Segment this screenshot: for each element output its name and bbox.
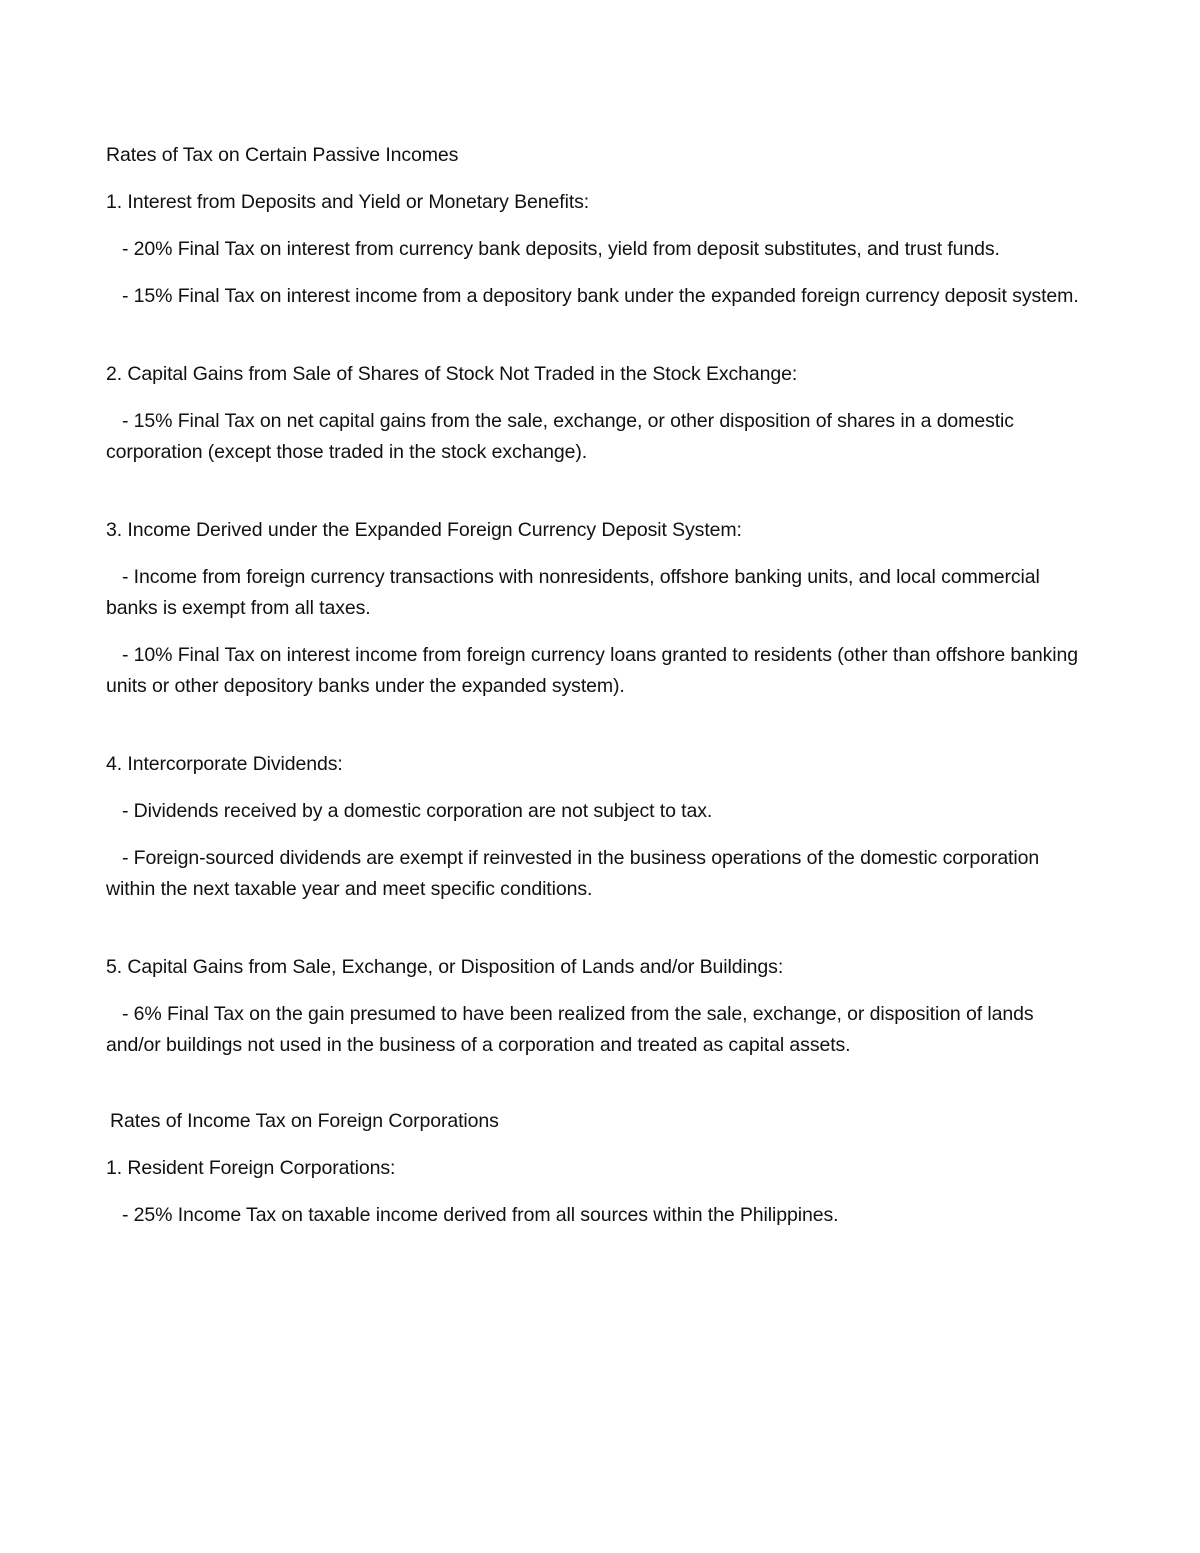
- section-5-heading: 5. Capital Gains from Sale, Exchange, or Disposition of Lands and/or Buildings:: [106, 956, 784, 978]
- foreign-section-1-bullet-1: - 25% Income Tax on taxable income derived from all sources within the Philippines.: [106, 1204, 839, 1226]
- section-5-bullet-1: - 6% Final Tax on the gain presumed to have been realized from the sale, exchange, or disposition of lands and/or buildings not used in the business of a corporation and treated as capital assets.: [106, 1003, 1039, 1056]
- section-3-heading: 3. Income Derived under the Expanded Foreign Currency Deposit System:: [106, 519, 742, 541]
- title-foreign-corporations: Rates of Income Tax on Foreign Corporations: [110, 1110, 499, 1132]
- document-body: [106, 140, 1086, 1231]
- foreign-section-1-heading: 1. Resident Foreign Corporations:: [106, 1157, 396, 1179]
- section-4-bullet-2: - Foreign-sourced dividends are exempt if reinvested in the business operations of the domestic corporation within the next taxable year and meet specific conditions.: [106, 847, 1045, 900]
- section-3-bullet-1: - Income from foreign currency transactions with nonresidents, offshore banking units, and local commercial banks is exempt from all taxes.: [106, 566, 1046, 619]
- section-3-bullet-2: - 10% Final Tax on interest income from foreign currency loans granted to residents (other than offshore banking units or other depository banks under the expanded system).: [106, 644, 1084, 697]
- section-1-bullet-1: - 20% Final Tax on interest from currency bank deposits, yield from deposit substitutes, and trust funds.: [106, 238, 1000, 260]
- section-4-bullet-1: - Dividends received by a domestic corporation are not subject to tax.: [106, 800, 713, 822]
- section-4-heading: 4. Intercorporate Dividends:: [106, 753, 343, 775]
- title-passive-incomes: Rates of Tax on Certain Passive Incomes: [106, 144, 459, 166]
- section-1-heading: 1. Interest from Deposits and Yield or Monetary Benefits:: [106, 191, 590, 213]
- section-1-bullet-2: - 15% Final Tax on interest income from a depository bank under the expanded foreign currency deposit system.: [106, 285, 1079, 307]
- section-2-heading: 2. Capital Gains from Sale of Shares of Stock Not Traded in the Stock Exchange:: [106, 363, 798, 385]
- section-2-bullet-1: - 15% Final Tax on net capital gains from the sale, exchange, or other disposition of shares in a domestic corporation (except those traded in the stock exchange).: [106, 410, 1020, 463]
